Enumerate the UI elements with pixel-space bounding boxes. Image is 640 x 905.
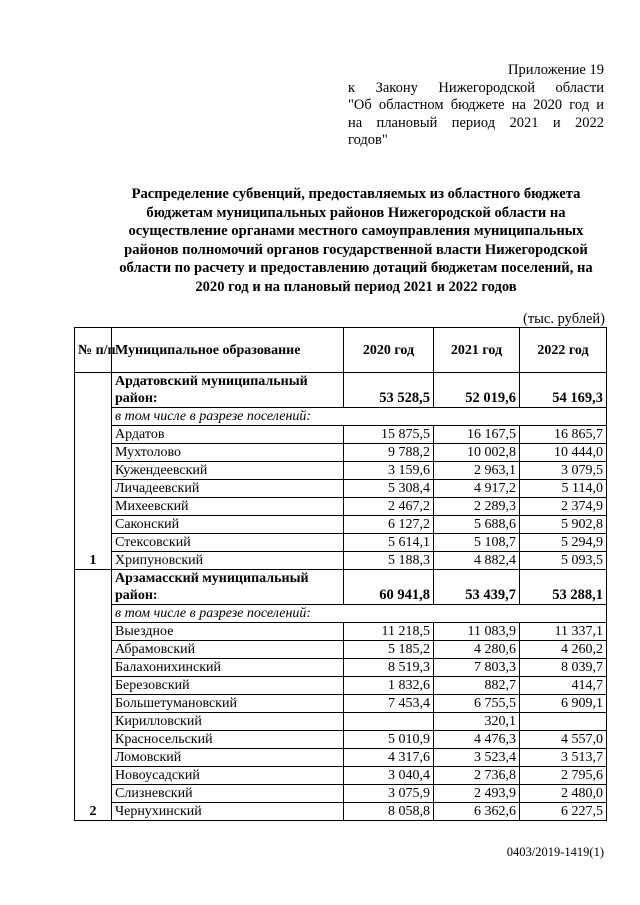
table-header-row (75, 328, 607, 373)
settlements-subheading: в том числе в разрезе поселений: (112, 605, 607, 623)
subheading-row (75, 408, 607, 426)
settlement-row (75, 623, 607, 641)
settlement-row (75, 767, 607, 785)
settlement-2020: 3 159,6 (344, 462, 434, 480)
document-code: 0403/2019-1419(1) (506, 845, 604, 859)
settlement-2022: 5 093,5 (520, 552, 607, 570)
settlement-name: Ардатов (112, 426, 344, 444)
settlements-subheading: в том числе в разрезе поселений: (112, 408, 607, 426)
header-2021: 2021 год (434, 328, 520, 373)
appendix-line-3: на плановый период 2021 и 2022 (348, 114, 604, 131)
settlement-row (75, 462, 607, 480)
settlement-2020: 5 010,9 (344, 731, 434, 749)
settlement-row (75, 534, 607, 552)
settlement-name: Новоусадский (112, 767, 344, 785)
district-row (75, 373, 607, 408)
settlement-2022: 3 079,5 (520, 462, 607, 480)
settlement-2020: 11 218,5 (344, 623, 434, 641)
appendix-line-4: годов" (348, 132, 388, 148)
settlement-2021: 4 280,6 (434, 641, 520, 659)
settlement-row (75, 713, 607, 731)
settlement-2021: 4 476,3 (434, 731, 520, 749)
settlement-2020: 8 058,8 (344, 803, 434, 821)
settlement-row (75, 498, 607, 516)
settlement-2020: 15 875,5 (344, 426, 434, 444)
settlement-2022: 2 795,6 (520, 767, 607, 785)
settlement-name: Красносельский (112, 731, 344, 749)
district-2022: 53 288,1 (520, 570, 607, 605)
settlement-2021: 2 963,1 (434, 462, 520, 480)
settlement-row (75, 803, 607, 821)
settlement-name: Выездное (112, 623, 344, 641)
settlement-name: Слизневский (112, 785, 344, 803)
settlement-2020: 5 185,2 (344, 641, 434, 659)
settlement-2021: 320,1 (434, 713, 520, 731)
appendix-line-1: к Закону Нижегородской области (348, 79, 604, 96)
district-2021: 53 439,7 (434, 570, 520, 605)
settlement-2020: 5 614,1 (344, 534, 434, 552)
district-number: 2 (75, 570, 112, 821)
settlement-row (75, 677, 607, 695)
settlement-name: Кужендеевский (112, 462, 344, 480)
district-2020: 53 528,5 (344, 373, 434, 408)
settlement-2020: 5 188,3 (344, 552, 434, 570)
settlement-2021: 4 882,4 (434, 552, 520, 570)
settlement-2020: 3 075,9 (344, 785, 434, 803)
district-2022: 54 169,3 (520, 373, 607, 408)
settlement-2021: 5 688,6 (434, 516, 520, 534)
settlement-name: Березовский (112, 677, 344, 695)
district-name: Арзамасский муниципальный район: (112, 570, 344, 605)
settlement-name: Саконский (112, 516, 344, 534)
settlement-2020: 8 519,3 (344, 659, 434, 677)
settlement-name: Мухтолово (112, 444, 344, 462)
settlement-2022: 10 444,0 (520, 444, 607, 462)
settlement-row (75, 444, 607, 462)
settlement-2020 (344, 713, 434, 731)
settlement-2022: 16 865,7 (520, 426, 607, 444)
header-municipality: Муниципальное образование (112, 328, 344, 373)
settlement-row (75, 749, 607, 767)
settlement-name: Балахонихинский (112, 659, 344, 677)
settlement-name: Абрамовский (112, 641, 344, 659)
settlement-name: Личадеевский (112, 480, 344, 498)
header-2022: 2022 год (520, 328, 607, 373)
settlement-2022: 11 337,1 (520, 623, 607, 641)
district-row (75, 570, 607, 605)
settlement-row (75, 659, 607, 677)
settlement-2021: 7 803,3 (434, 659, 520, 677)
district-number: 1 (75, 373, 112, 570)
units-label: (тыс. рублей) (523, 311, 605, 327)
settlement-row (75, 641, 607, 659)
appendix-line-2: "Об областном бюджете на 2020 год и (348, 97, 604, 113)
settlement-2020: 1 832,6 (344, 677, 434, 695)
settlement-2021: 2 289,3 (434, 498, 520, 516)
settlement-2021: 4 917,2 (434, 480, 520, 498)
settlement-2021: 882,7 (434, 677, 520, 695)
settlement-2022: 4 260,2 (520, 641, 607, 659)
district-2020: 60 941,8 (344, 570, 434, 605)
settlement-2021: 5 108,7 (434, 534, 520, 552)
document-title: Распределение субвенций, предоставляемых из областного бюджета бюджетам муниципальных районов Нижегородской области на осуществление органами местного самоуправления муниципальных районов полномочий органов государственной власти Нижегородской области по расчету и предоставлению дотаций бюджетам поселений, на 2020 год и на плановый период 2021 и 2022 годов (119, 186, 593, 295)
settlement-name: Ломовский (112, 749, 344, 767)
settlement-2020: 7 453,4 (344, 695, 434, 713)
subheading-row (75, 605, 607, 623)
settlement-2020: 3 040,4 (344, 767, 434, 785)
settlement-2021: 11 083,9 (434, 623, 520, 641)
settlement-2020: 5 308,4 (344, 480, 434, 498)
settlement-2022: 8 039,7 (520, 659, 607, 677)
settlement-row (75, 731, 607, 749)
appendix-number: Приложение 19 (508, 62, 604, 78)
settlement-2020: 4 317,6 (344, 749, 434, 767)
settlement-name: Стексовский (112, 534, 344, 552)
settlement-name: Кирилловский (112, 713, 344, 731)
settlement-2021: 2 493,9 (434, 785, 520, 803)
settlement-2020: 2 467,2 (344, 498, 434, 516)
settlement-name: Михеевский (112, 498, 344, 516)
settlement-row (75, 480, 607, 498)
settlement-2022: 6 227,5 (520, 803, 607, 821)
settlement-2020: 9 788,2 (344, 444, 434, 462)
district-2021: 52 019,6 (434, 373, 520, 408)
settlement-row (75, 695, 607, 713)
settlement-2021: 3 523,4 (434, 749, 520, 767)
settlement-name: Большетумановский (112, 695, 344, 713)
settlement-row (75, 785, 607, 803)
settlement-2022: 4 557,0 (520, 731, 607, 749)
settlement-2022: 2 480,0 (520, 785, 607, 803)
settlement-2022: 414,7 (520, 677, 607, 695)
settlement-2021: 16 167,5 (434, 426, 520, 444)
settlement-row (75, 552, 607, 570)
settlement-2021: 10 002,8 (434, 444, 520, 462)
settlement-name: Чернухинский (112, 803, 344, 821)
settlement-2022: 2 374,9 (520, 498, 607, 516)
settlement-2022: 5 114,0 (520, 480, 607, 498)
settlement-name: Хрипуновский (112, 552, 344, 570)
subventions-table (74, 327, 607, 821)
appendix-header (348, 62, 604, 150)
header-2020: 2020 год (344, 328, 434, 373)
settlement-2022 (520, 713, 607, 731)
settlement-row (75, 516, 607, 534)
settlement-2021: 6 755,5 (434, 695, 520, 713)
settlement-2022: 3 513,7 (520, 749, 607, 767)
settlement-2022: 5 902,8 (520, 516, 607, 534)
settlement-2022: 6 909,1 (520, 695, 607, 713)
settlement-row (75, 426, 607, 444)
settlement-2020: 6 127,2 (344, 516, 434, 534)
settlement-2022: 5 294,9 (520, 534, 607, 552)
header-number: № п/п (75, 328, 112, 373)
settlement-2021: 2 736,8 (434, 767, 520, 785)
settlement-2021: 6 362,6 (434, 803, 520, 821)
district-name: Ардатовский муниципальный район: (112, 373, 344, 408)
